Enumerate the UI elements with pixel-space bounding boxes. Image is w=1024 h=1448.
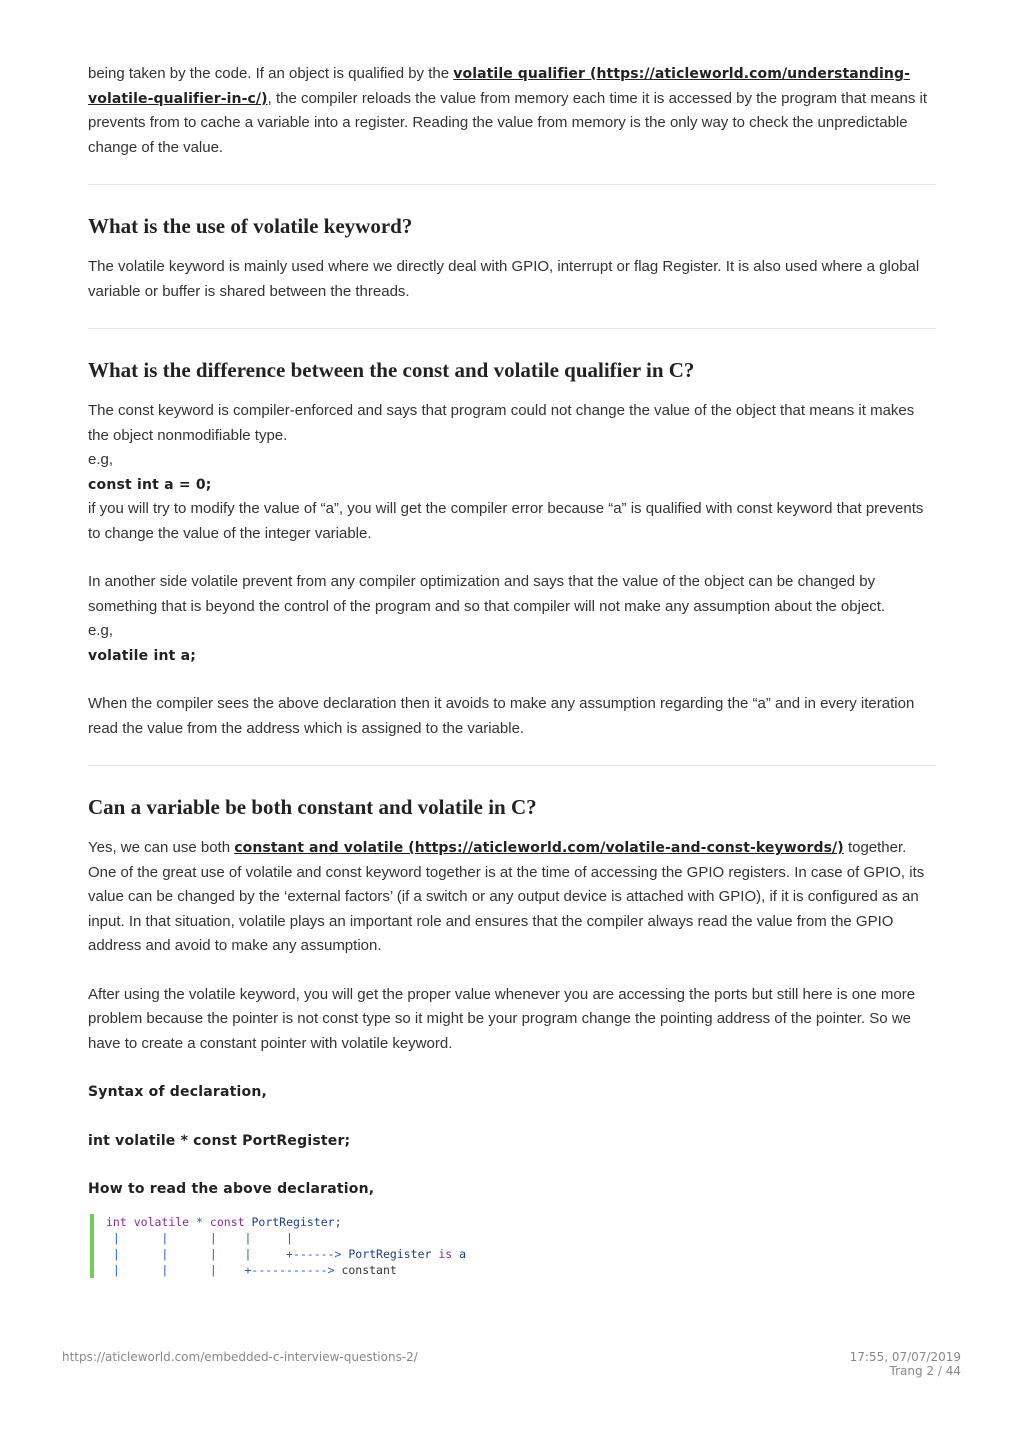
- read-label: How to read the above declaration,: [88, 1181, 375, 1197]
- footer-page-number: Trang 2 / 44: [889, 1364, 961, 1378]
- heading-use-of-volatile: What is the use of volatile keyword?: [88, 214, 413, 238]
- text: together. One of the great use of volatile and const keyword together is at the time of accessing the GPIO registers. In case of GPIO, its value can be changed by the ‘external factors’ (if a switch or any output device is attached with GPIO), if it is configured as an input. In that situation, volatile plays an important role and ensures that the compiler always read the value from the GPIO address and avoid to make any assumption.: [88, 839, 925, 954]
- text: , the compiler reloads the value from memory each time it is accessed by the program that means it prevents from to cache a variable into a register. Reading the value from memory is the only way to check the unpredictable change of the value.: [88, 89, 928, 156]
- paragraph: After using the volatile keyword, you will get the proper value whenever you are accessing the ports but still here is one more problem because the pointer is not const type so it might be your program change the pointing address of the pointer. So we have to create a constant pointer with volatile keyword.: [88, 985, 916, 1052]
- eg-label: e.g,: [88, 451, 114, 468]
- paragraph: [88, 836, 936, 959]
- section-divider: [88, 328, 936, 329]
- constant-and-volatile-link[interactable]: constant and volatile (https://aticleworld.com/volatile-and-const-keywords/): [234, 840, 844, 856]
- paragraph: [88, 62, 936, 160]
- syntax-code: int volatile * const PortRegister;: [88, 1132, 351, 1149]
- code-const-example: const int a = 0;: [88, 476, 212, 493]
- text: being taken by the code. If an object is qualified by the: [88, 65, 454, 82]
- heading-both-const-volatile: Can a variable be both constant and volatile in C?: [88, 795, 537, 819]
- code-volatile-example: volatile int a;: [88, 647, 197, 664]
- text: Yes, we can use both: [88, 839, 235, 856]
- paragraph: if you will try to modify the value of “a”, you will get the compiler error because “a” is qualified with const keyword that prevents to change the value of the integer variable.: [88, 500, 924, 542]
- footer-datetime: 17:55, 07/07/2019: [849, 1350, 961, 1364]
- footer-meta: [850, 1350, 961, 1378]
- article-content: [88, 62, 936, 1278]
- footer-url: https://aticleworld.com/embedded-c-interview-questions-2/: [62, 1350, 418, 1364]
- eg-label: e.g,: [88, 622, 114, 639]
- heading-const-vs-volatile: What is the difference between the const and volatile qualifier in C?: [88, 358, 695, 382]
- paragraph: In another side volatile prevent from any compiler optimization and says that the value of the object can be changed by something that is beyond the control of the program and so that compiler will not make any assumption about the object.: [88, 573, 886, 615]
- section-divider: [88, 184, 936, 185]
- paragraph: The const keyword is compiler-enforced and says that program could not change the value of the object that means it makes the object nonmodifiable type.: [88, 402, 915, 444]
- paragraph: When the compiler sees the above declaration then it avoids to make any assumption regarding the “a” and in every iteration read the value from the address which is assigned to the variable.: [88, 695, 915, 737]
- code-block: int volatile * const PortRegister; | | | | | | | | | +------> PortRegister is a | | | +-----------> constant: [90, 1214, 936, 1278]
- syntax-label: Syntax of declaration,: [88, 1084, 268, 1100]
- volatile-qualifier-link[interactable]: volatile qualifier (https://aticleworld.com/understanding-volatile-qualifier-in-c/): [88, 66, 910, 107]
- paragraph: The volatile keyword is mainly used where we directly deal with GPIO, interrupt or flag Register. It is also used where a global variable or buffer is shared between the threads.: [88, 258, 920, 300]
- section-divider: [88, 765, 936, 766]
